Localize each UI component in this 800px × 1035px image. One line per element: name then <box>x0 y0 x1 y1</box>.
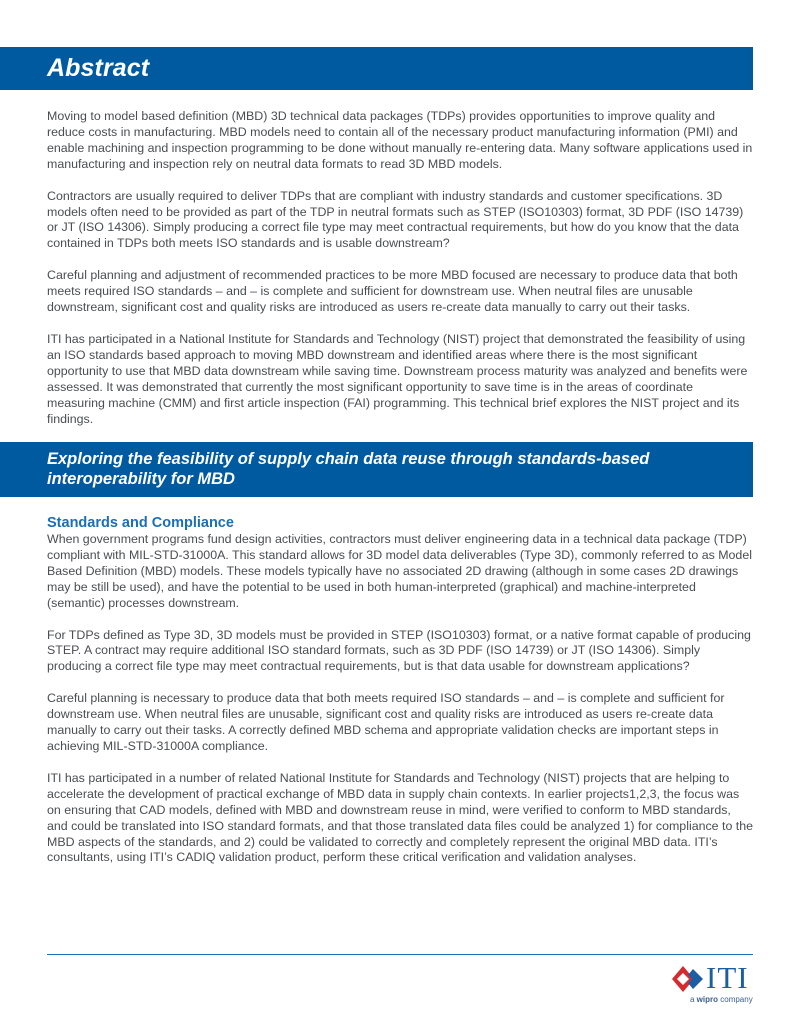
footer-divider <box>47 954 753 955</box>
standards-paragraph: ITI has participated in a number of related National Institute for Standards and Technology (NIST) projects that are helping to accelerate the development of practical exchange of MBD data in supply chain contexts. In earlier projects1,2,3, the focus was on ensuring that CAD models, defined with MBD and downstream reuse in mind, were verified to conform to MBD standards, and could be translated into ISO standard formats, and that those translated data files could be analyzed 1) for compliance to the MBD aspects of the standards, and 2) could be validated to correctly and completely represent the original MBD data. ITI’s consultants, using ITI’s CADIQ validation product, perform these critical verification and validation analyses. <box>47 770 754 865</box>
abstract-paragraph: Contractors are usually required to deliver TDPs that are compliant with industry standards and customer specifications. 3D models often need to be provided as part of the TDP in neutral formats such as STEP (ISO10303) format, 3D PDF (ISO 14739) or JT (ISO 14306). Simply producing a correct file type may meet contractual requirements, but how do you know that the data contained in TDPs both meets ISO standards and is usable downstream? <box>47 188 744 251</box>
section-banner <box>0 442 753 497</box>
iti-logo <box>672 960 754 1007</box>
logo-tagline <box>690 995 753 1005</box>
standards-paragraph: Careful planning is necessary to produce data that both meets required ISO standards – and – is complete and sufficient for downstream use. When neutral files are unusable, significant cost and quality risks are introduced as users re-create data manually to carry out their tasks. A correctly defined MBD schema and appropriate validation checks are important steps in achieving MIL-STD-31000A compliance. <box>47 691 725 753</box>
tagline-prefix: a <box>690 995 697 1004</box>
standards-paragraph: For TDPs defined as Type 3D, 3D models must be provided in STEP (ISO10303) format, or a native format capable of producing STEP. A contract may require additional ISO standard formats, such as 3D PDF (ISO 14739) or JT (ISO 14306). Simply producing a correct file type may meet contractual requirements, but is that data usable for downstream applications? <box>47 627 751 674</box>
abstract-banner <box>0 47 753 90</box>
section-title: Exploring the feasibility of supply chain data reuse through standards-based interoperability for MBD <box>47 450 650 488</box>
standards-body <box>47 532 753 866</box>
standards-heading: Standards and Compliance <box>47 515 234 531</box>
tagline-suffix: company <box>718 995 753 1004</box>
logo-wordmark: ITI <box>706 960 749 995</box>
abstract-paragraph: Careful planning and adjustment of recommended practices to be more MBD focused are necessary to produce data that both meets required ISO standards – and – is complete and sufficient for downstream use. When neutral files are unusable downstream, significant cost and quality risks are introduced as users re-create data manually to carry out their tasks. <box>47 268 738 315</box>
tagline-brand: wipro <box>696 995 719 1004</box>
iti-diamond-logo-icon <box>672 965 706 993</box>
abstract-paragraph: Moving to model based definition (MBD) 3D technical data packages (TDPs) provides opportunities to improve quality and reduce costs in manufacturing. MBD models need to contain all of the necessary product manufacturing information (PMI) and enable machining and inspection programming to be done without manually re-entering data. Many software applications used in manufacturing and inspection rely on neutral data formats to read 3D MBD models. <box>47 109 753 171</box>
abstract-body <box>47 109 753 427</box>
abstract-title: Abstract <box>47 54 150 82</box>
standards-paragraph: When government programs fund design activities, contractors must deliver engineering data in a technical data package (TDP) compliant with MIL-STD-31000A. This standard allows for 3D model data deliverables (Type 3D), commonly referred to as Model Based Definition (MBD) models. These models typically have no associated 2D drawing (although in some cases 2D drawings may be still be used), and have the potential to be used in both human-interpreted (graphical) and machine-interpreted (semantic) processes downstream. <box>47 532 752 610</box>
abstract-paragraph: ITI has participated in a National Institute for Standards and Technology (NIST) project that demonstrated the feasibility of using an ISO standards based approach to moving MBD downstream and identified areas where there is the most significant opportunity to use that MBD data downstream while saving time. Downstream process maturity was analyzed and benefits were assessed. It was demonstrated that currently the most significant opportunity to save time is in the areas of coordinate measuring machine (CMM) and first article inspection (FAI) programming. This technical brief explores the NIST project and its findings. <box>47 331 748 426</box>
